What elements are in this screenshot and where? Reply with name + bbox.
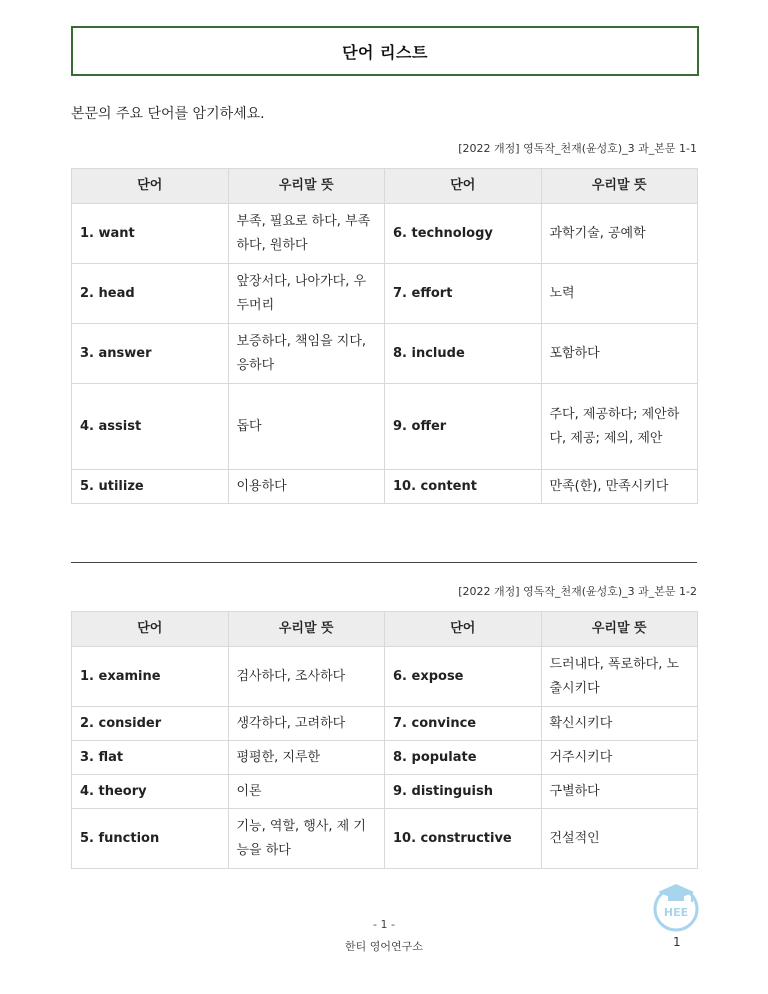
word-cell: 3. flat (72, 741, 229, 775)
meaning-cell: 기능, 역할, 행사, 제 기능을 하다 (228, 809, 385, 869)
word-cell: 1. examine (72, 647, 229, 707)
word-cell: 2. consider (72, 707, 229, 741)
meaning-cell: 거주시키다 (541, 741, 698, 775)
section-divider (71, 562, 697, 563)
table-row (72, 324, 698, 384)
word-cell: 6. expose (385, 647, 542, 707)
word-cell: 10. content (385, 470, 542, 504)
table-header-row (72, 169, 698, 204)
word-cell: 10. constructive (385, 809, 542, 869)
meaning-cell: 평평한, 지루한 (228, 741, 385, 775)
column-header: 단어 (72, 169, 229, 204)
meaning-cell: 노력 (541, 264, 698, 324)
vocab-table (71, 168, 698, 504)
table-row (72, 707, 698, 741)
meaning-cell: 보증하다, 책임을 지다, 응하다 (228, 324, 385, 384)
column-header: 우리말 뜻 (228, 169, 385, 204)
page-title: 단어 리스트 (342, 42, 428, 62)
column-header: 우리말 뜻 (541, 612, 698, 647)
table-row (72, 647, 698, 707)
meaning-cell: 드러내다, 폭로하다, 노출시키다 (541, 647, 698, 707)
meaning-cell: 건설적인 (541, 809, 698, 869)
word-cell: 7. effort (385, 264, 542, 324)
word-cell: 5. function (72, 809, 229, 869)
meaning-cell: 주다, 제공하다; 제안하다, 제공; 제의, 제안 (541, 384, 698, 470)
column-header: 단어 (385, 612, 542, 647)
word-cell: 9. distinguish (385, 775, 542, 809)
table-row (72, 809, 698, 869)
meaning-cell: 돕다 (228, 384, 385, 470)
column-header: 우리말 뜻 (228, 612, 385, 647)
section-caption: [2022 개정] 영독작_천재(윤성호)_3 과_본문 1-2 (458, 585, 697, 598)
title-box (71, 26, 699, 76)
meaning-cell: 확신시키다 (541, 707, 698, 741)
table-row (72, 384, 698, 470)
table-row (72, 470, 698, 504)
word-cell: 6. technology (385, 204, 542, 264)
meaning-cell: 이론 (228, 775, 385, 809)
table-row (72, 204, 698, 264)
logo-text: HEE (663, 906, 689, 919)
meaning-cell: 만족(한), 만족시키다 (541, 470, 698, 504)
vocab-table (71, 611, 698, 869)
meaning-cell: 포함하다 (541, 324, 698, 384)
word-cell: 4. theory (72, 775, 229, 809)
word-cell: 8. include (385, 324, 542, 384)
word-cell: 7. convince (385, 707, 542, 741)
word-cell: 5. utilize (72, 470, 229, 504)
word-cell: 9. offer (385, 384, 542, 470)
table-row (72, 264, 698, 324)
table-row (72, 775, 698, 809)
word-cell: 3. answer (72, 324, 229, 384)
section-caption: [2022 개정] 영독작_천재(윤성호)_3 과_본문 1-1 (458, 142, 697, 155)
corner-page-number: 1 (673, 935, 681, 949)
table-row (72, 741, 698, 775)
meaning-cell: 생각하다, 고려하다 (228, 707, 385, 741)
word-cell: 4. assist (72, 384, 229, 470)
publisher-name: 한티 영어연구소 (345, 940, 423, 953)
column-header: 단어 (72, 612, 229, 647)
hee-logo-icon (650, 880, 702, 932)
word-cell: 8. populate (385, 741, 542, 775)
page-number: - 1 - (373, 918, 395, 931)
meaning-cell: 부족, 필요로 하다, 부족하다, 원하다 (228, 204, 385, 264)
column-header: 우리말 뜻 (541, 169, 698, 204)
meaning-cell: 앞장서다, 나아가다, 우두머리 (228, 264, 385, 324)
instruction-text: 본문의 주요 단어를 암기하세요. (71, 106, 265, 122)
word-cell: 1. want (72, 204, 229, 264)
meaning-cell: 과학기술, 공예학 (541, 204, 698, 264)
word-cell: 2. head (72, 264, 229, 324)
table-header-row (72, 612, 698, 647)
column-header: 단어 (385, 169, 542, 204)
meaning-cell: 검사하다, 조사하다 (228, 647, 385, 707)
meaning-cell: 구별하다 (541, 775, 698, 809)
meaning-cell: 이용하다 (228, 470, 385, 504)
